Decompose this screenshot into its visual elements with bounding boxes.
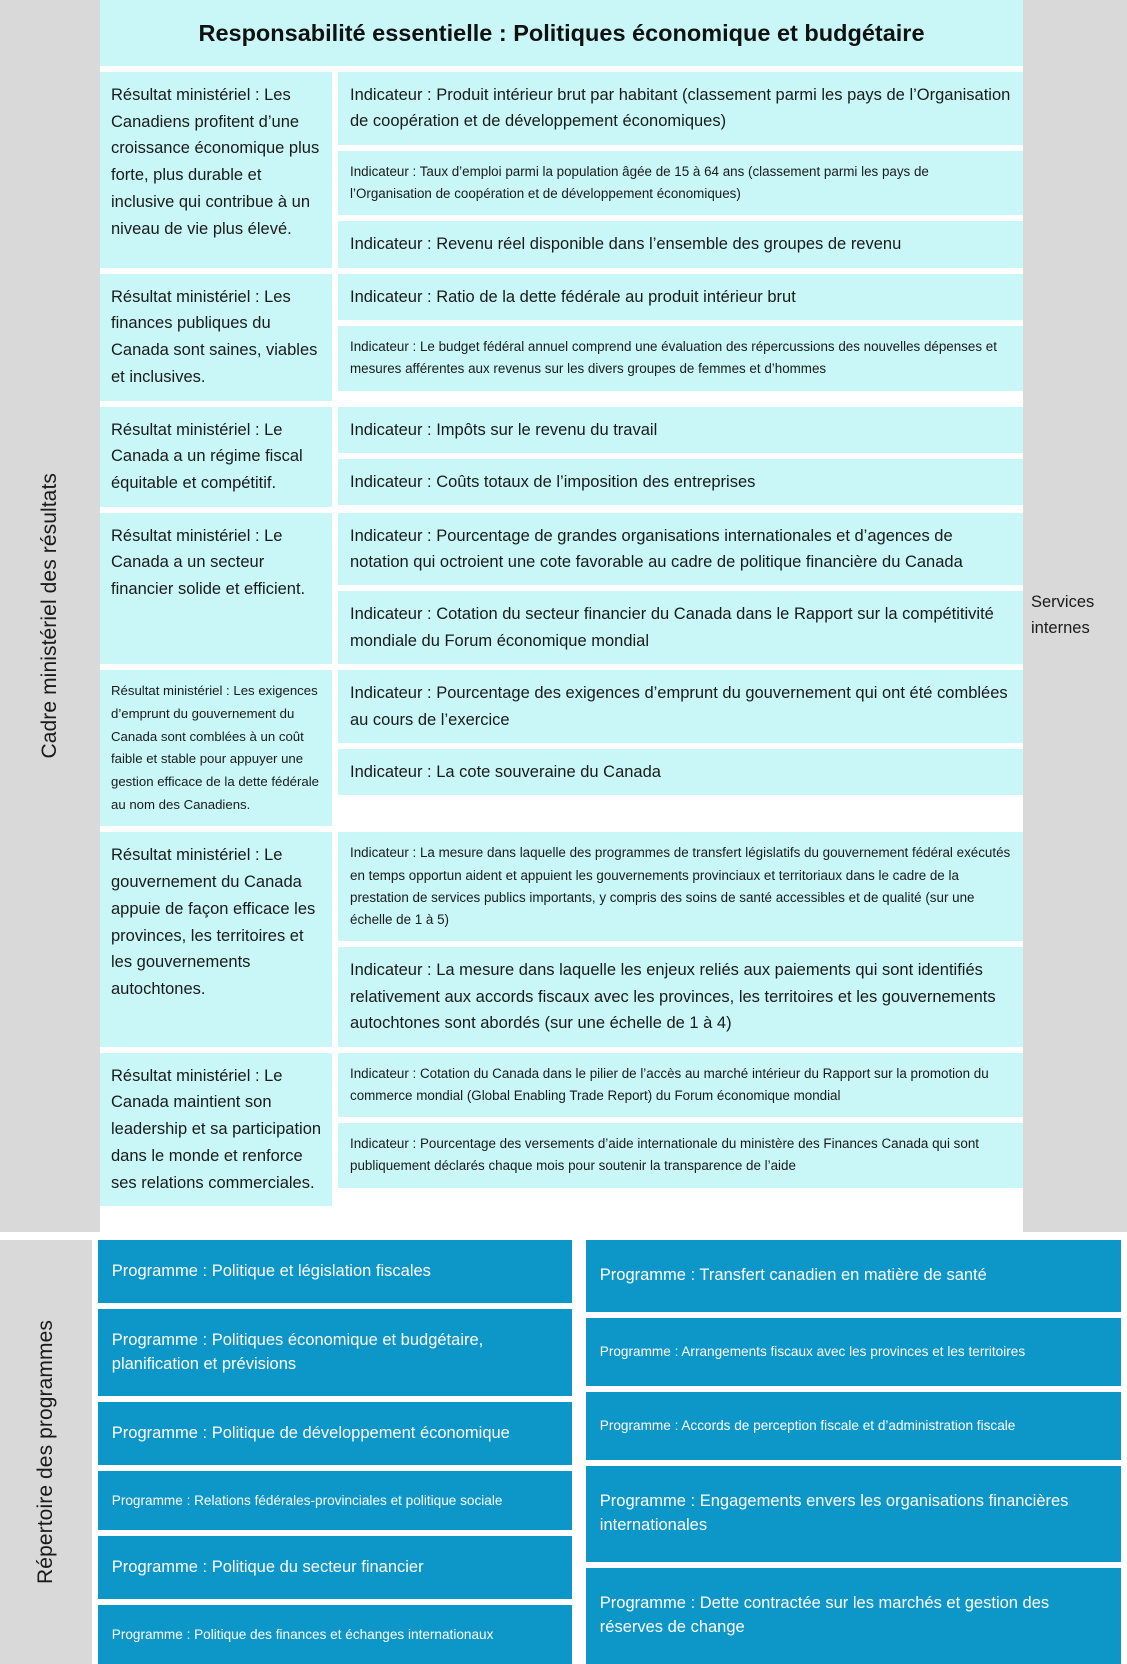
departmental-result-cell: Résultat ministériel : Les exigences d’emprunt du gouvernement du Canada sont comblées à un coût faible et stable pour appuyer une gestion efficace de la dette fédérale au nom des Canadiens. <box>100 670 332 826</box>
program-card[interactable]: Programme : Engagements envers les organisations financières internationales <box>586 1466 1121 1562</box>
indicator-cell: Indicateur : Produit intérieur brut par habitant (classement parmi les pays de l’Organisation de coopération et de développement économiques) <box>338 72 1023 145</box>
indicator-column <box>338 832 1023 1046</box>
results-framework-rail <box>0 0 100 1232</box>
internal-services-label: Services internes <box>1031 593 1095 637</box>
indicator-cell: Indicateur : La mesure dans laquelle des programmes de transfert législatifs du gouvernement fédéral exécutés en temps opportun aident et appuient les gouvernements provinciaux et territoriaux dans le cadre de la prestation de services publics importants, y compris des soins de santé accessibles et de qualité (sur une échelle de 1 à 5) <box>338 832 1023 941</box>
departmental-result-cell: Résultat ministériel : Le Canada a un secteur financier solide et efficient. <box>100 513 332 665</box>
core-responsibility-title: Responsabilité essentielle : Politiques économique et budgétaire <box>198 19 925 46</box>
result-row <box>100 670 1023 826</box>
result-row <box>100 274 1023 401</box>
departmental-result-cell: Résultat ministériel : Le Canada a un régime fiscal équitable et compétitif. <box>100 407 332 507</box>
departmental-result-cell: Résultat ministériel : Le Canada maintient son leadership et sa participation dans le monde et renforce ses relations commerciales. <box>100 1053 332 1207</box>
program-inventory-rail <box>0 1240 92 1664</box>
indicator-column <box>338 1053 1023 1207</box>
departmental-result-cell: Résultat ministériel : Les Canadiens profitent d’une croissance économique plus forte, plus durable et inclusive qui contribue à un niveau de vie plus élevé. <box>100 72 332 268</box>
indicator-cell: Indicateur : La cote souveraine du Canada <box>338 749 1023 795</box>
program-column-right <box>586 1240 1121 1664</box>
result-row <box>100 832 1023 1046</box>
program-card[interactable]: Programme : Politique des finances et échanges internationaux <box>98 1605 572 1664</box>
departmental-result-cell: Résultat ministériel : Les finances publiques du Canada sont saines, viables et inclusives. <box>100 274 332 401</box>
program-cards-area <box>92 1240 1127 1664</box>
indicator-cell: Indicateur : Impôts sur le revenu du travail <box>338 407 1023 453</box>
internal-services-rail <box>1023 0 1127 1232</box>
program-card[interactable]: Programme : Politique du secteur financier <box>98 1536 572 1599</box>
core-responsibility-block <box>100 0 1023 1232</box>
indicator-cell: Indicateur : Pourcentage de grandes organisations internationales et d’agences de notation qui octroient une cote favorable au cadre de politique financière du Canada <box>338 513 1023 586</box>
indicator-column <box>338 670 1023 826</box>
indicator-cell: Indicateur : Pourcentage des exigences d’emprunt du gouvernement qui ont été comblées au cours de l’exercice <box>338 670 1023 743</box>
program-card[interactable]: Programme : Dette contractée sur les marchés et gestion des réserves de change <box>586 1568 1121 1664</box>
program-card[interactable]: Programme : Relations fédérales-provinciales et politique sociale <box>98 1471 572 1530</box>
program-card[interactable]: Programme : Arrangements fiscaux avec les provinces et les territoires <box>586 1318 1121 1386</box>
result-row <box>100 72 1023 268</box>
result-row <box>100 513 1023 665</box>
results-framework-rail-label: Cadre ministériel des résultats <box>38 473 62 759</box>
results-indicators-matrix <box>100 66 1023 1232</box>
program-column-left <box>98 1240 572 1664</box>
program-card[interactable]: Programme : Politique et législation fiscales <box>98 1240 572 1303</box>
program-card[interactable]: Programme : Politiques économique et budgétaire, planification et prévisions <box>98 1309 572 1396</box>
indicator-cell: Indicateur : Pourcentage des versements d’aide internationale du ministère des Finances Canada qui sont publiquement déclarés chaque mois pour soutenir la transparence de l’aide <box>338 1123 1023 1188</box>
indicator-cell: Indicateur : La mesure dans laquelle les enjeux reliés aux paiements qui sont identifiés relativement aux accords fiscaux avec les provinces, les territoires et les gouvernements autochtones sont abordés (sur une échelle de 1 à 4) <box>338 947 1023 1046</box>
indicator-column <box>338 513 1023 665</box>
program-card[interactable]: Programme : Accords de perception fiscale et d’administration fiscale <box>586 1392 1121 1460</box>
result-row <box>100 407 1023 507</box>
indicator-column <box>338 407 1023 507</box>
indicator-column <box>338 72 1023 268</box>
program-inventory-section <box>0 1240 1127 1664</box>
indicator-column <box>338 274 1023 401</box>
indicator-cell: Indicateur : Ratio de la dette fédérale au produit intérieur brut <box>338 274 1023 320</box>
indicator-cell: Indicateur : Revenu réel disponible dans l’ensemble des groupes de revenu <box>338 221 1023 267</box>
departmental-result-cell: Résultat ministériel : Le gouvernement du Canada appuie de façon efficace les provinces, les territoires et les gouvernements autochtones. <box>100 832 332 1046</box>
program-card[interactable]: Programme : Politique de développement économique <box>98 1402 572 1465</box>
indicator-cell: Indicateur : Coûts totaux de l’imposition des entreprises <box>338 459 1023 505</box>
program-card[interactable]: Programme : Transfert canadien en matière de santé <box>586 1240 1121 1312</box>
result-row <box>100 1053 1023 1207</box>
indicator-cell: Indicateur : Taux d’emploi parmi la population âgée de 15 à 64 ans (classement parmi les pays de l’Organisation de coopération et de développement économiques) <box>338 151 1023 216</box>
program-inventory-rail-label: Répertoire des programmes <box>34 1320 58 1584</box>
core-responsibility-banner <box>100 0 1023 66</box>
indicator-cell: Indicateur : Cotation du secteur financier du Canada dans le Rapport sur la compétitivité mondiale du Forum économique mondial <box>338 591 1023 664</box>
indicator-cell: Indicateur : Le budget fédéral annuel comprend une évaluation des répercussions des nouvelles dépenses et mesures afférentes aux revenus sur les divers groupes de femmes et d’hommes <box>338 326 1023 391</box>
indicator-cell: Indicateur : Cotation du Canada dans le pilier de l’accès au marché intérieur du Rapport sur la promotion du commerce mondial (Global Enabling Trade Report) du Forum économique mondial <box>338 1053 1023 1118</box>
